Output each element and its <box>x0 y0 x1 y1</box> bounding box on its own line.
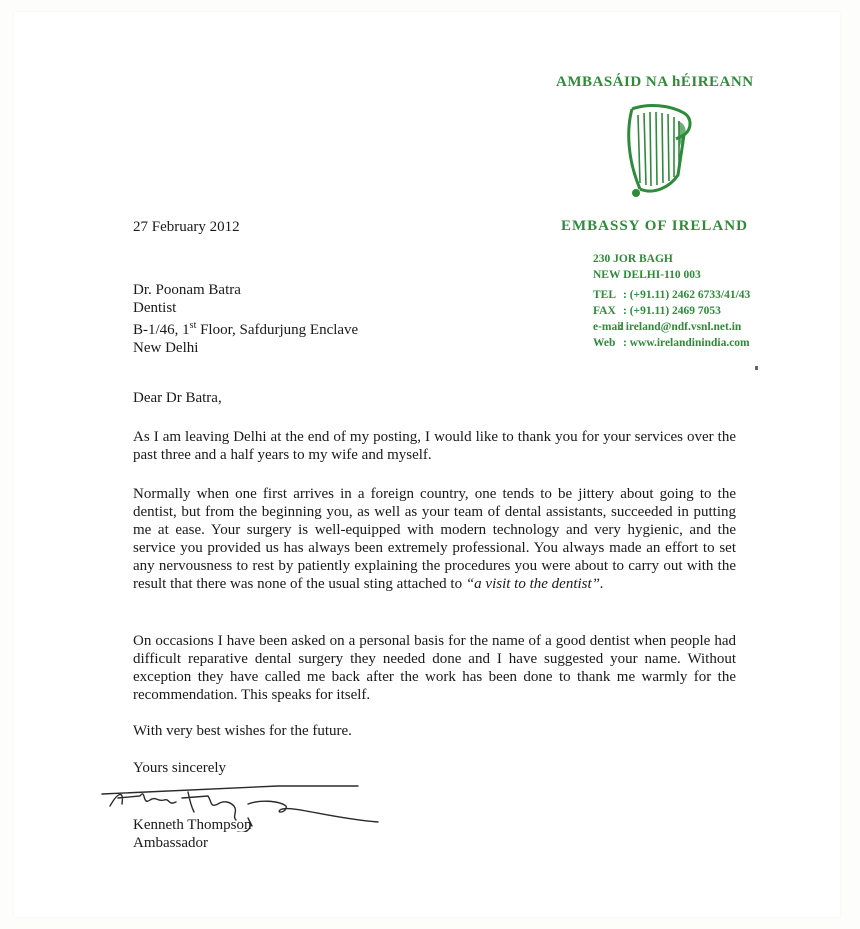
recipient-name: Dr. Poonam Batra <box>133 282 241 298</box>
paragraph-4: With very best wishes for the future. <box>133 723 352 739</box>
address-line: 230 JOR BAGH <box>593 253 673 265</box>
letterhead-irish-name: AMBASÁID NA hÉIREANN <box>556 74 754 90</box>
signer-name: Kenneth Thompson <box>133 817 252 833</box>
contact-email: e-mail: ireland@ndf.vsnl.net.in <box>593 321 742 333</box>
contact-tel: TEL : (+91.11) 2462 6733/41/43 <box>593 289 751 301</box>
salutation: Dear Dr Batra, <box>133 390 222 406</box>
quoted-phrase: “a visit to the dentist”. <box>465 576 604 592</box>
paragraph-1: As I am leaving Delhi at the end of my posting, I would like to thank you for your services over the past three and a half years to my wife and myself. <box>133 429 736 463</box>
recipient-city: New Delhi <box>133 340 199 356</box>
scan-speck <box>755 366 758 370</box>
paragraph-3: On occasions I have been asked on a personal basis for the name of a good dentist when people had difficult reparative dental surgery they needed done and I have suggested your name. Without exception they have called me back after the work has been done to thank me warmly for the recommendation. This speaks for itself. <box>133 633 736 703</box>
harp-icon <box>618 101 700 205</box>
contact-web: Web : www.irelandinindia.com <box>593 337 750 349</box>
recipient-address <box>133 281 358 357</box>
embassy-contacts <box>593 287 750 351</box>
recipient-street: B-1/46, 1st Floor, Safdurjung Enclave <box>133 320 359 338</box>
signer-title: Ambassador <box>133 835 208 851</box>
letter-date: 27 February 2012 <box>133 219 240 235</box>
paragraph-2: Normally when one first arrives in a foreign country, one tends to be jittery about going to the dentist, but from the beginning you, as well as your team of dental assistants, succeeded in putting me at ease. Your surgery is well-equipped with modern technology and very hygienic, and the service you provided us has always been extremely professional. You always made an effort to set any nervousness to rest by patiently explaining the procedures you were about to carry out with the result that there was none of the usual sting attached to “a visit to the dentist”. <box>133 486 736 592</box>
embassy-address <box>593 251 701 283</box>
address-line: NEW DELHI-110 003 <box>593 269 701 281</box>
letterhead-embassy-name: EMBASSY OF IRELAND <box>561 218 748 234</box>
closing: Yours sincerely <box>133 760 227 776</box>
recipient-role: Dentist <box>133 300 177 316</box>
contact-fax: FAX : (+91.11) 2469 7053 <box>593 305 721 317</box>
